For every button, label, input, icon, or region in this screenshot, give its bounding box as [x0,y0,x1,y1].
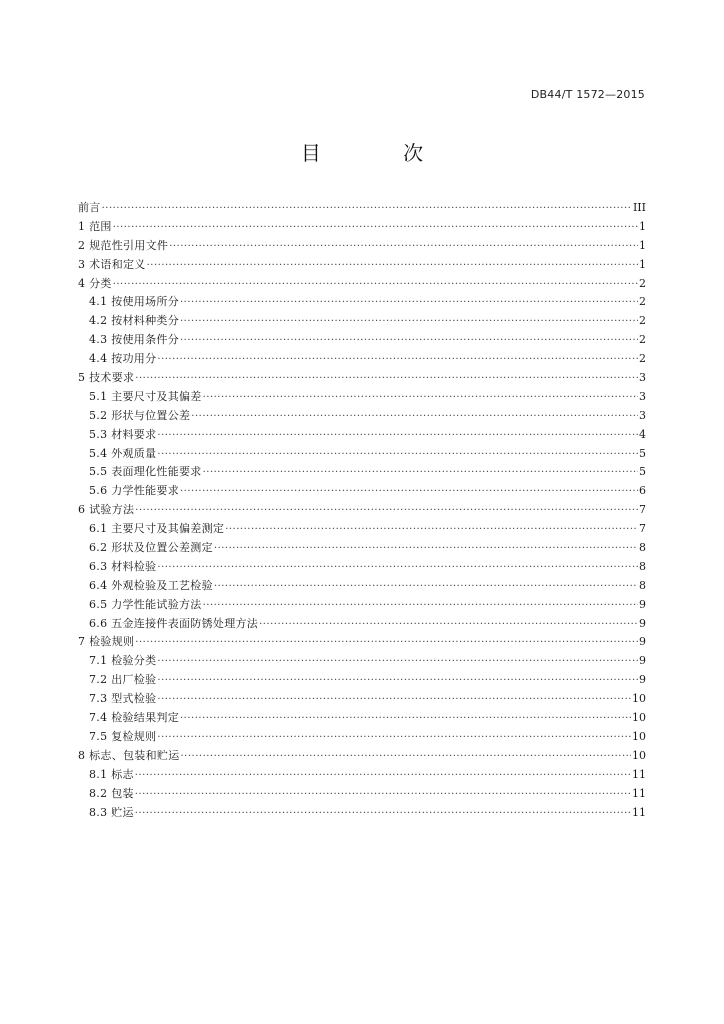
toc-dot-leader [157,729,631,748]
toc-entry-label: 8 标志、包装和贮运 [78,748,180,762]
toc-entry-label: 前言 [78,201,101,214]
toc-entry-page-number: 11 [632,786,646,800]
toc-dot-leader [135,805,631,824]
toc-entry-label: 5.4 外观质量 [89,446,157,460]
toc-dot-leader [169,238,638,257]
toc-dot-leader [157,559,638,578]
toc-entry-label: 4.1 按使用场所分 [89,295,179,309]
toc-entry[interactable] [78,199,646,218]
toc-dot-leader [157,446,638,465]
toc-entry-label: 6.2 形状及位置公差测定 [89,541,213,555]
toc-entry[interactable] [78,709,646,728]
toc-entry-label: 6.1 主要尺寸及其偏差测定 [89,522,225,536]
toc-entry[interactable] [78,785,646,804]
toc-entry-label: 4.4 按功用分 [89,352,157,366]
toc-dot-leader [135,634,638,653]
toc-entry[interactable] [78,407,646,426]
toc-entry-page-number: 6 [639,484,646,498]
toc-dot-leader [180,332,638,351]
toc-entry[interactable] [78,690,646,709]
toc-entry-page-number: 2 [639,333,646,347]
toc-entry-page-number: 3 [639,389,646,403]
toc-entry[interactable] [78,445,646,464]
toc-entry-page-number: III [632,201,646,214]
toc-dot-leader [113,276,638,295]
toc-entry-page-number: 11 [632,805,646,819]
toc-entry-page-number: 8 [639,559,646,573]
toc-entry-page-number: 2 [639,276,646,290]
toc-entry-page-number: 7 [639,503,646,517]
toc-dot-leader [191,408,638,427]
toc-entry-page-number: 9 [639,654,646,668]
toc-entry[interactable] [78,652,646,671]
toc-entry-label: 5.5 表面理化性能要求 [89,465,202,479]
toc-entry[interactable] [78,293,646,312]
toc-entry-page-number: 4 [639,427,646,441]
toc-entry[interactable] [78,766,646,785]
toc-dot-leader [180,710,631,729]
toc-dot-leader [180,294,638,313]
toc-entry-label: 7 检验规则 [78,635,135,649]
toc-dot-leader [147,257,638,276]
toc-entry-page-number: 10 [632,711,646,725]
toc-entry-label: 8.2 包装 [89,786,134,800]
toc-entry[interactable] [78,312,646,331]
toc-dot-leader [113,219,638,238]
toc-entry-label: 8.3 贮运 [89,805,134,819]
toc-dot-leader [181,748,632,767]
toc-entry-page-number: 10 [632,729,646,743]
toc-dot-leader [135,767,631,786]
toc-entry-label: 7.1 检验分类 [89,654,157,668]
toc-entry-label: 6.4 外观检验及工艺检验 [89,578,213,592]
table-of-contents [78,199,646,822]
toc-entry[interactable] [78,275,646,294]
toc-entry[interactable] [78,520,646,539]
toc-entry-label: 7.3 型式检验 [89,692,157,706]
toc-entry[interactable] [78,501,646,520]
toc-entry-page-number: 9 [639,673,646,687]
toc-entry-page-number: 9 [639,597,646,611]
toc-entry[interactable] [78,218,646,237]
toc-entry[interactable] [78,426,646,445]
toc-entry-page-number: 10 [632,692,646,706]
toc-entry-label: 8.1 标志 [89,767,134,781]
toc-entry[interactable] [78,331,646,350]
toc-dot-leader [157,672,638,691]
toc-dot-leader [157,427,638,446]
toc-entry[interactable] [78,482,646,501]
toc-entry-page-number: 9 [639,635,646,649]
toc-dot-leader [135,502,638,521]
toc-entry-page-number: 10 [632,748,646,762]
toc-entry-page-number: 1 [639,257,646,271]
toc-entry[interactable] [78,728,646,747]
toc-entry-label: 6.5 力学性能试验方法 [89,597,202,611]
toc-dot-leader [225,521,638,540]
toc-dot-leader [135,370,638,389]
toc-entry-label: 1 范围 [78,219,112,233]
toc-entry-label: 4.3 按使用条件分 [89,333,179,347]
toc-entry-page-number: 5 [639,446,646,460]
toc-dot-leader [203,597,638,616]
toc-dot-leader [157,351,638,370]
toc-entry-label: 5.3 材料要求 [89,427,157,441]
toc-entry[interactable] [78,804,646,823]
toc-dot-leader [157,691,631,710]
toc-dot-leader [259,616,638,635]
toc-entry-label: 7.2 出厂检验 [89,673,157,687]
toc-entry[interactable] [78,577,646,596]
toc-dot-leader [203,464,638,483]
toc-entry-label: 6.6 五金连接件表面防锈处理方法 [89,616,259,630]
toc-dot-leader [203,389,638,408]
toc-entry-label: 5 技术要求 [78,371,135,385]
toc-entry[interactable] [78,256,646,275]
toc-entry[interactable] [78,539,646,558]
toc-entry-label: 4 分类 [78,276,112,290]
document-code: DB44/T 1572—2015 [530,88,645,101]
toc-entry[interactable] [78,350,646,369]
toc-entry[interactable] [78,747,646,766]
toc-entry[interactable] [78,388,646,407]
toc-entry-label: 5.6 力学性能要求 [89,484,179,498]
toc-entry-page-number: 3 [639,371,646,385]
toc-dot-leader [135,786,631,805]
toc-entry[interactable] [78,671,646,690]
page-title: 目 次 [300,141,462,165]
toc-dot-leader [102,200,632,219]
toc-entry[interactable] [78,633,646,652]
toc-entry[interactable] [78,369,646,388]
toc-entry-label: 5.1 主要尺寸及其偏差 [89,389,202,403]
toc-entry-label: 4.2 按材料种类分 [89,314,179,328]
toc-entry[interactable] [78,596,646,615]
toc-entry-page-number: 9 [639,616,646,630]
toc-entry-page-number: 2 [639,314,646,328]
toc-entry[interactable] [78,237,646,256]
toc-dot-leader [157,653,638,672]
toc-entry-label: 6 试验方法 [78,503,135,517]
toc-entry-page-number: 1 [639,219,646,233]
toc-entry-label: 7.4 检验结果判定 [89,711,179,725]
toc-entry-label: 6.3 材料检验 [89,559,157,573]
toc-entry[interactable] [78,558,646,577]
toc-entry-page-number: 1 [639,238,646,252]
toc-entry-page-number: 11 [632,767,646,781]
toc-entry[interactable] [78,615,646,634]
toc-entry-label: 3 术语和定义 [78,257,146,271]
toc-entry-page-number: 7 [639,522,646,536]
toc-entry-page-number: 3 [639,408,646,422]
toc-entry-label: 2 规范性引用文件 [78,238,169,252]
toc-entry-page-number: 5 [639,465,646,479]
toc-entry-label: 5.2 形状与位置公差 [89,408,191,422]
toc-entry-page-number: 8 [639,578,646,592]
toc-entry-page-number: 8 [639,541,646,555]
toc-entry[interactable] [78,463,646,482]
toc-entry-page-number: 2 [639,295,646,309]
toc-dot-leader [180,483,638,502]
toc-entry-page-number: 2 [639,352,646,366]
toc-dot-leader [214,578,638,597]
toc-dot-leader [180,313,638,332]
toc-dot-leader [214,540,638,559]
toc-entry-label: 7.5 复检规则 [89,729,157,743]
